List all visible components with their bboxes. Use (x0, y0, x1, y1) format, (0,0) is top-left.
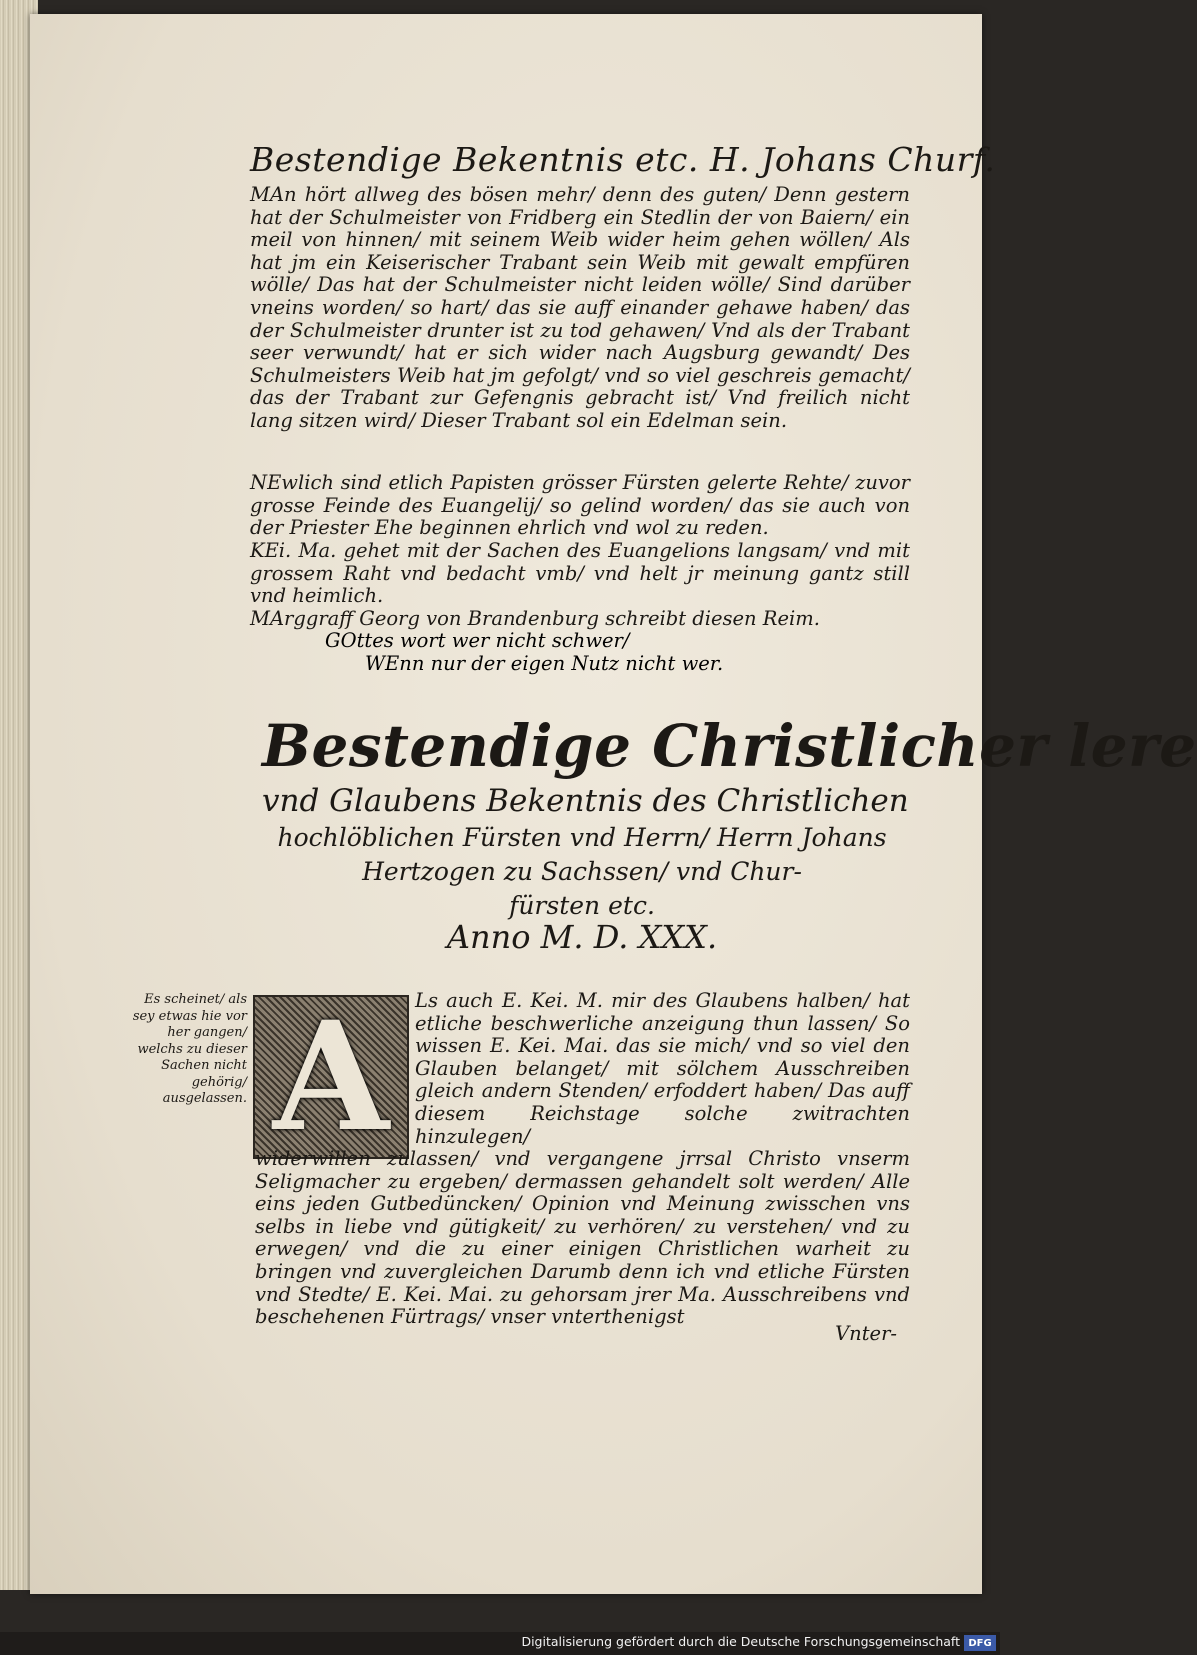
paragraph-3: KEi. Ma. gehet mit der Sachen des Euangelions langsam/ vnd mit grossem Raht vnd bedacht vmb/ vnd helt jr meinung gantz still vnd heimlich. (250, 539, 910, 608)
subtitle-line-4: fürsten etc. (509, 891, 655, 920)
running-head: Bestendige Bekentnis etc. H. Johans Churf. (250, 140, 996, 179)
section-title: Bestendige Christlicher lere (262, 712, 1197, 780)
anno-date: Anno M. D. XXX. (446, 918, 718, 956)
initial-letter: A (272, 989, 390, 1165)
decorated-initial (253, 989, 409, 1165)
verse-line-2: WEnn nur der eigen Nutz nicht wer. (365, 652, 724, 675)
subtitle-line-2: hochlöblichen Fürsten vnd Herrn/ Herrn Johans (277, 823, 887, 852)
paragraph-1: MAn hört allweg des bösen mehr/ denn des guten/ Denn gestern hat der Schulmeister von Fridberg ein Stedlin der von Baiern/ ein meil von hinnen/ mit seinem Weib wider heim gehen wöllen/ Als hat jm ein Keiserischer Trabant sein Weib mit gewalt empfüren wölle/ Das hat der Schulmeister nicht leiden wölle/ Sind darüber vneins worden/ so hart/ das sie auff einander gehawe haben/ das der Schulmeister drunter ist zu tod gehawen/ Vnd als der Trabant seer verwundt/ hat er sich wider nach Augsburg gewandt/ Des Schulmeisters Weib hat jm gefolgt/ vnd so viel geschreis gemacht/ das der Trabant zur Gefengnis gebracht ist/ Vnd freilich nicht lang sitzen wird/ Dieser Trabant sol ein Edelman sein. (250, 183, 910, 432)
dfg-logo: DFG (964, 1635, 996, 1651)
catchword: Vnter- (835, 1322, 897, 1345)
verse-line-1: GOttes wort wer nicht schwer/ (325, 629, 630, 652)
paragraph-2: NEwlich sind etlich Papisten grösser Fürsten gelerte Rehte/ zuvor grosse Feinde des Euangelij/ so gelind worden/ das sie auch von der Priester Ehe beginnen ehrlich vnd wol zu reden. (250, 471, 910, 540)
footer-credit: Digitalisierung gefördert durch die Deutsche Forschungsgemeinschaft (521, 1634, 960, 1649)
paragraph-4: MArggraff Georg von Brandenburg schreibt diesen Reim. (250, 607, 820, 630)
subtitle-line-1: vnd Glaubens Bekentnis des Christlichen (262, 783, 909, 819)
body-text-continued: widerwillen zulassen/ vnd vergangene jrrsal Christo vnserm Seligmacher zu ergeben/ dermassen gehandelt solt werden/ Alle eins jeden Gutbedüncken/ Opinion vnd Meinung zwisschen vns selbs in liebe vnd gütigkeit/ zu verhören/ zu verstehen/ vnd zu erwegen/ vnd die zu einer einigen Christlichen warheit zu bringen vnd zuvergleichen Darumb denn ich vnd etliche Fürsten vnd Stedte/ E. Kei. Mai. zu gehorsam jrer Ma. Ausschreibens vnd beschehenen Fürtrags/ vnser vnterthenigst (255, 1147, 910, 1329)
subtitle-line-3: Hertzogen zu Sachssen/ vnd Chur- (362, 857, 802, 886)
margin-note: Es scheinet/ als sey etwas hie vor her gangen/ welchs zu dieser Sachen nicht gehörig/ ausgelassen. (132, 992, 247, 1106)
body-text-start: Ls auch E. Kei. M. mir des Glaubens halben/ hat etliche beschwerliche anzeigung thun lassen/ So wissen E. Kei. Mai. das sie mich/ vnd so viel den Glauben belanget/ mit sölchem Ausschreiben gleich andern Stenden/ erfoddert haben/ Das auff diesem Reichstage solche zwitrachten hinzulegen/ (415, 989, 910, 1148)
